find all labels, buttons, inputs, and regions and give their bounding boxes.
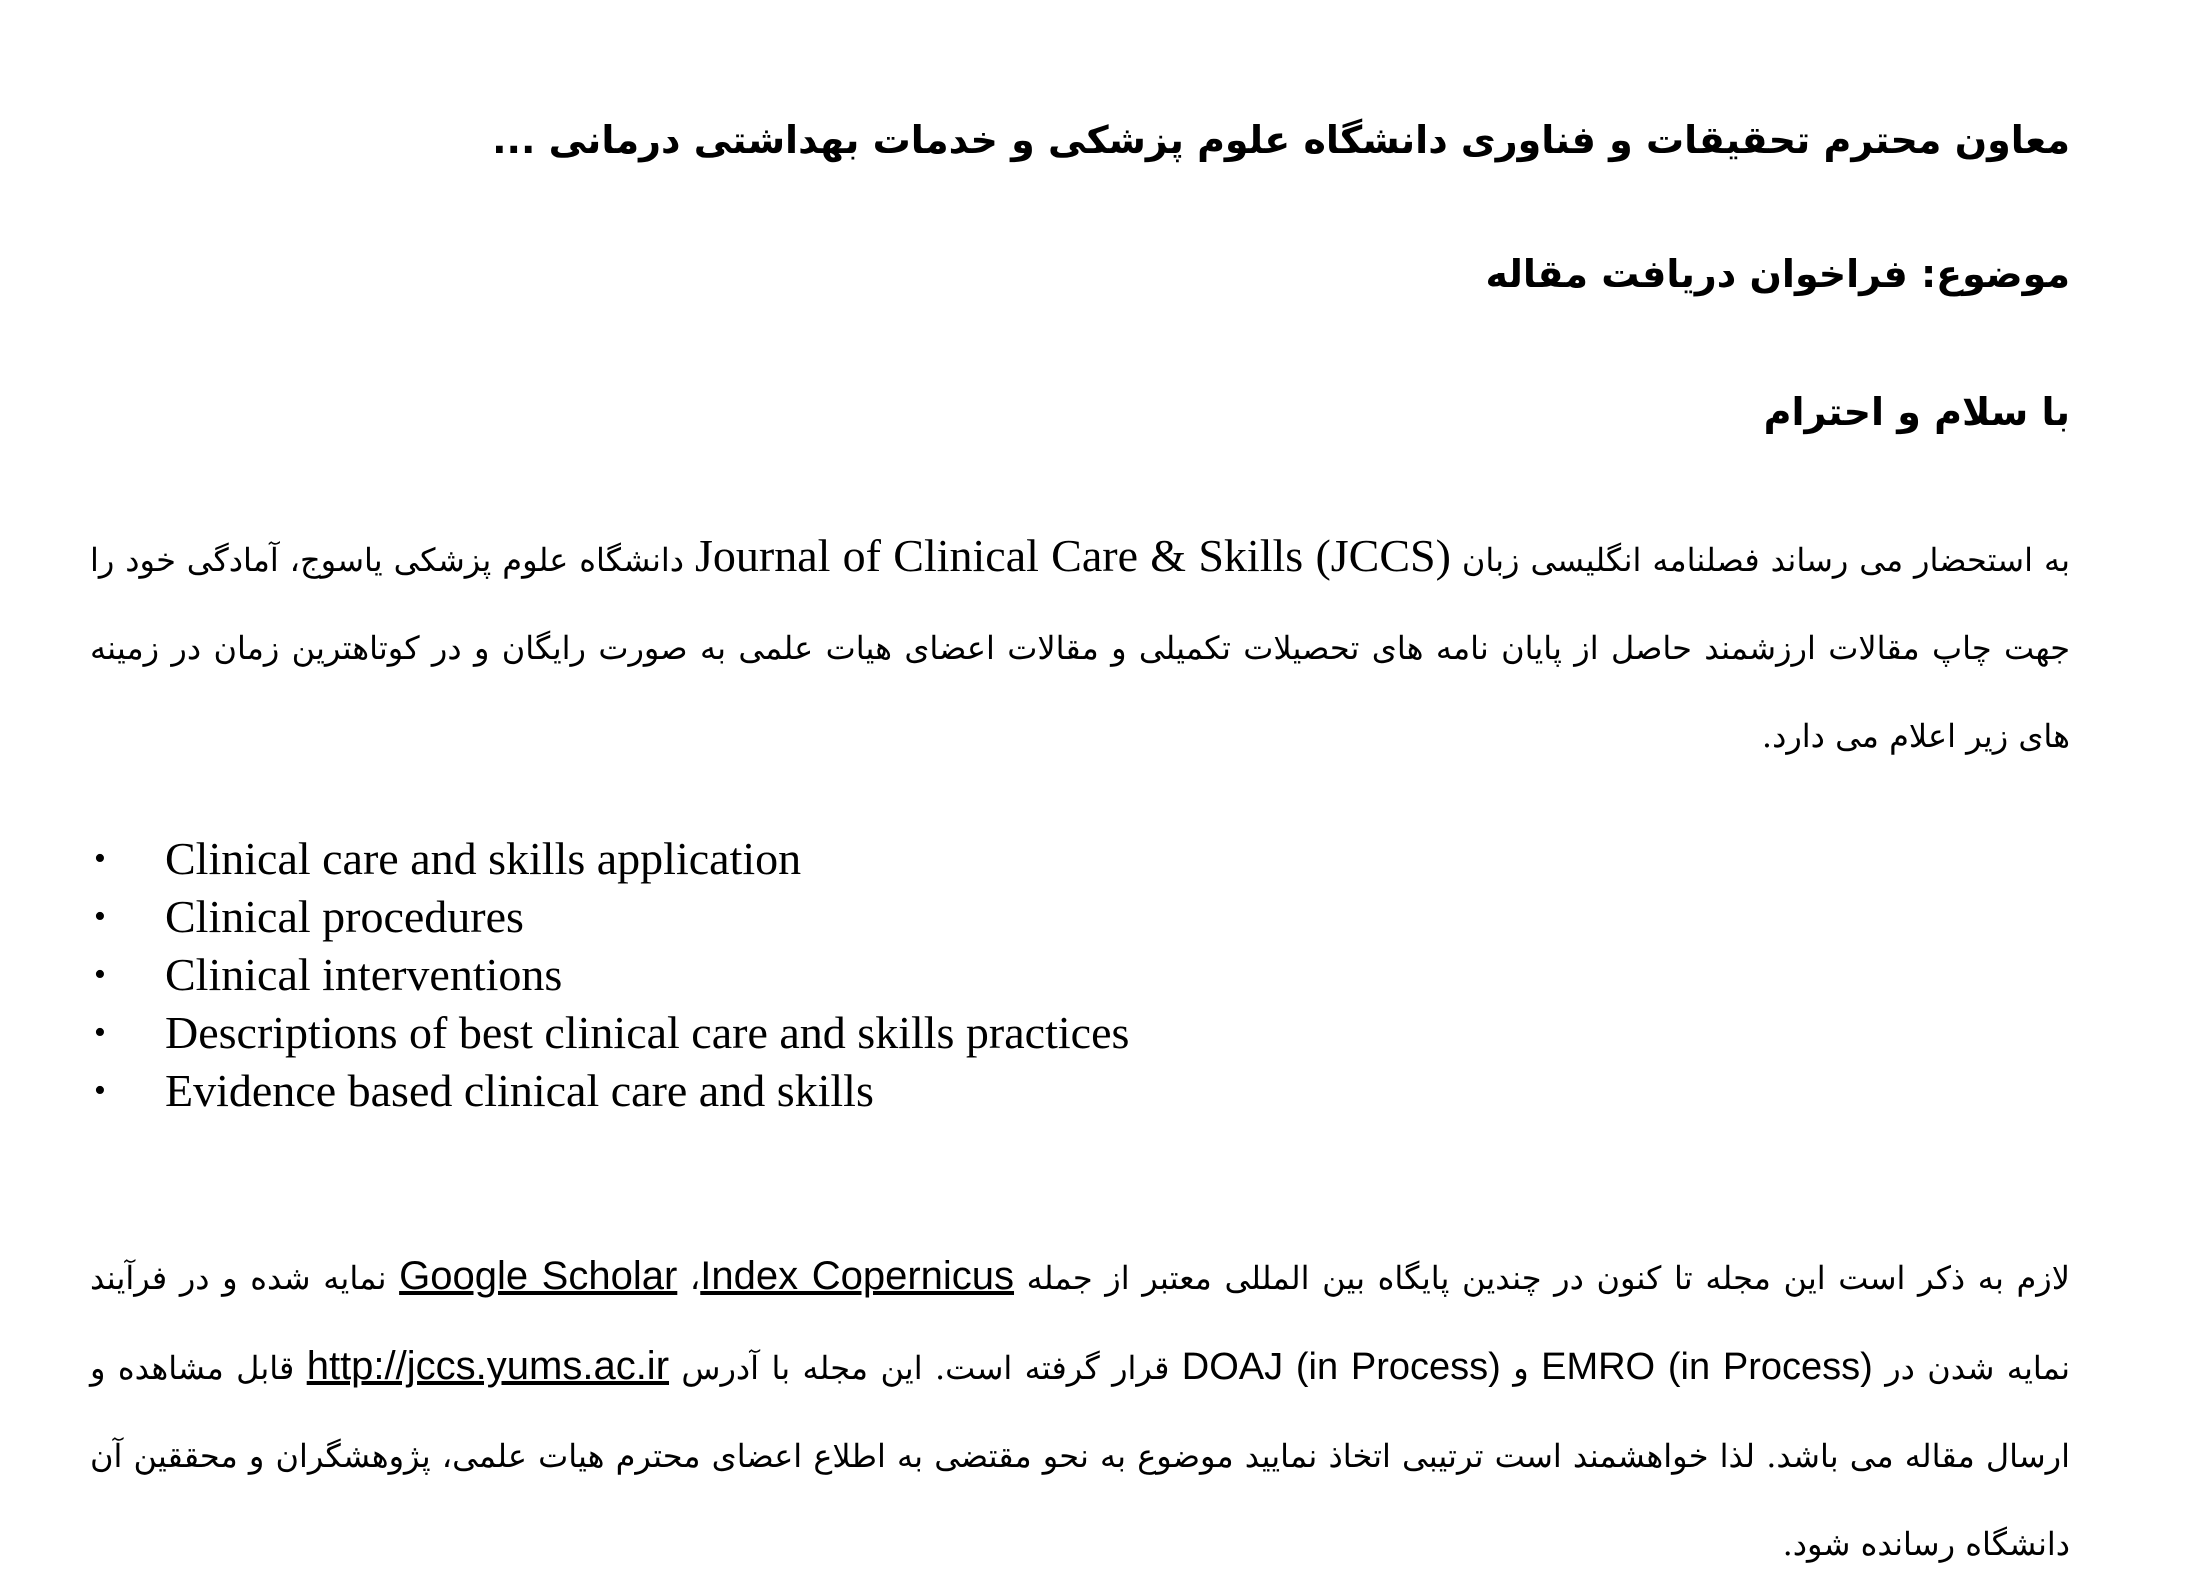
topic-item [90, 1004, 1129, 1062]
subject-line [1486, 252, 2070, 296]
bullet-icon: • [94, 1014, 106, 1051]
topic-text: Clinical interventions [165, 949, 563, 1000]
subject-label: موضوع: [1920, 252, 2070, 296]
indexing-text-1: لازم به ذکر است این مجله تا کنون در چندین پایگاه بین المللی معتبر از جمله [1014, 1259, 2071, 1297]
doaj-label: DOAJ (in Process) [1181, 1346, 1501, 1388]
topic-text: Evidence based clinical care and skills [165, 1065, 874, 1116]
indexing-conjunction: و [1500, 1349, 1542, 1387]
topic-text: Clinical procedures [165, 891, 524, 942]
indexing-separator: ، [677, 1259, 701, 1297]
intro-text-1: به استحضار می رساند فصلنامه انگلیسی زبان [1450, 541, 2071, 579]
topic-item [90, 946, 1129, 1004]
topic-item [90, 830, 1129, 888]
topic-item [90, 1062, 1129, 1120]
topic-text: Clinical care and skills application [165, 833, 802, 884]
subject-text: فراخوان دریافت مقاله [1485, 252, 1921, 296]
topics-list [90, 830, 1129, 1120]
bullet-icon: • [94, 840, 106, 877]
emro-label: EMRO (in Process) [1541, 1346, 1873, 1388]
greeting: با سلام و احترام [1763, 390, 2070, 434]
intro-text-2: دانشگاه علوم پزشکی یاسوج، آمادگی خود را جهت چاپ مقالات ارزشمند حاصل از پایان نامه های تحصیلات تکمیلی و مقالات اعضای هیات علمی به صورت رایگان و در کوتاهترین زمان در زمینه های زیر اعلام می دارد. [90, 541, 2071, 755]
indexing-text-2: نمایه شده و در فرآیند نمایه شدن در [90, 1259, 2071, 1387]
index-copernicus-link[interactable]: Index Copernicus [700, 1254, 1015, 1298]
indexing-text-3: قرار گرفته است. این مجله با آدرس [669, 1349, 1182, 1387]
salutation-title: معاون محترم تحقیقات و فناوری دانشگاه علوم پزشکی و خدمات بهداشتی درمانی ... [492, 118, 2070, 162]
topic-text: Descriptions of best clinical care and skills practices [165, 1007, 1130, 1058]
indexing-paragraph [90, 1232, 2070, 1588]
journal-url-link[interactable]: http://jccs.yums.ac.ir [306, 1344, 670, 1388]
topic-item [90, 888, 1129, 946]
bullet-icon: • [94, 956, 106, 993]
google-scholar-link[interactable]: Google Scholar [399, 1254, 678, 1298]
intro-paragraph [90, 512, 2070, 780]
bullet-icon: • [94, 898, 106, 935]
bullet-icon: • [94, 1072, 106, 1109]
indexing-text-4: قابل مشاهده و ارسال مقاله می باشد. لذا خواهشمند است ترتیبی اتخاذ نمایید موضوع به نحو مقتضی به اطلاع اعضای محترم هیات علمی، پژوهشگران و محققین آن دانشگاه رسانده شود. [90, 1349, 2071, 1563]
journal-name: Journal of Clinical Care & Skills (JCCS) [694, 530, 1451, 581]
